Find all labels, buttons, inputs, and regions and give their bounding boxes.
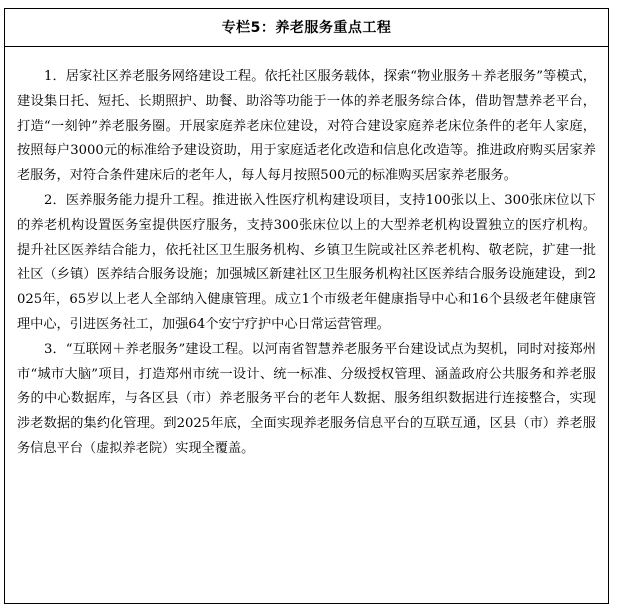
- column-title: 专栏5：养老服务重点工程: [5, 9, 608, 47]
- project-item-medical-care: 2．医养服务能力提升工程。推进嵌入性医疗机构建设项目，支持100张以上、300张床位以下的养老机构设置医务室提供医疗服务，支持300张床位以上的大型养老机构设置独立的医疗机构。提升社区医养结合能力，依托社区卫生服务机构、乡镇卫生院或社区养老机构、敬老院，扩建一批社区（乡镇）医养结合服务设施；加强城区新建社区卫生服务机构社区医养结合服务设施建设，到2025年，65岁以上老人全部纳入健康管理。成立1个市级老年健康指导中心和16个县级老年健康管理中心，引进医务社工，加强64个安宁疗护中心日常运营管理。: [17, 192, 596, 332]
- column-body: [5, 47, 608, 462]
- project-item-internet-elderly: 3．“互联网＋养老服务”建设工程。以河南省智慧养老服务平台建设试点为契机，同时对接郑州市“城市大脑”项目，打造郑州市统一设计、统一标准、分级授权管理、涵盖政府公共服务和养老服务的中心数据库，与各区县（市）养老服务平台的老年人数据、服务组织数据进行连接整合，实现涉老数据的集约化管理。到2025年底，全面实现养老服务信息平台的互联互通，区县（市）养老服务信息平台（虚拟养老院）实现全覆盖。: [17, 341, 596, 456]
- project-item-home-community: 1．居家社区养老服务网络建设工程。依托社区服务载体，探索“物业服务＋养老服务”等模式，建设集日托、短托、长期照护、助餐、助浴等功能于一体的养老服务综合体，借助智慧养老平台，打造“一刻钟”养老服务圈。开展家庭养老床位建设，对符合建设家庭养老床位条件的老年人家庭，按照每户3000元的标准给予建设资助，用于家庭适老化改造和信息化改造等。推进政府购买居家养老服务，对符合条件建床后的老年人，每人每月按照500元的标准购买居家养老服务。: [17, 69, 596, 184]
- feature-column-box: [4, 8, 609, 604]
